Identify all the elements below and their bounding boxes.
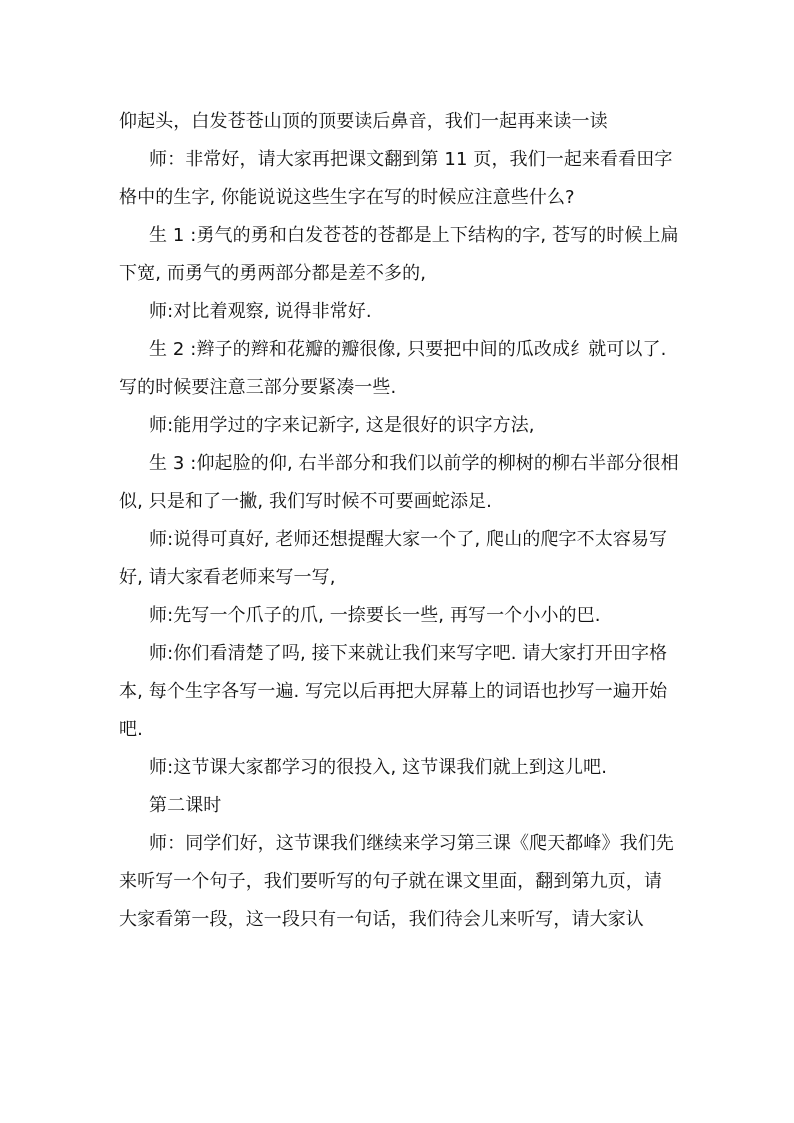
paragraph: 生 1 :勇气的勇和白发苍苍的苍都是上下结构的字, 苍写的时候上扁下宽, 而勇气的勇两部分都是差不多的, [119, 225, 679, 284]
paragraph: 生 3 :仰起脸的仰, 右半部分和我们以前学的柳树的柳右半部分很相似, 只是和了一撇, 我们写时候不可要画蛇添足. [119, 453, 679, 512]
paragraph: 师：非常好，请大家再把课文翻到第 11 页，我们一起来看看田字格中的生字, 你能说说这些生字在写的时候应注意些什么? [119, 149, 673, 208]
paragraph: 师：同学们好，这节课我们继续来学习第三课《爬天都峰》我们先来听写一个句子，我们要听写的句子就在课文里面，翻到第九页，请大家看第一段，这一段只有一句话，我们待会儿来听写，请大家认 [119, 833, 674, 930]
paragraph: 生 2 :辫子的辫和花瓣的瓣很像, 只要把中间的瓜改成纟就可以了. 写的时候要注意三部分要紧凑一些. [119, 339, 667, 398]
paragraph: 师:这节课大家都学习的很投入, 这节课我们就上到这儿吧. [149, 757, 608, 778]
paragraph: 师:能用学过的字来记新字, 这是很好的识字方法, [149, 415, 535, 436]
paragraph: 仰起头，白发苍苍山顶的顶要读后鼻音，我们一起再来读一读 [119, 111, 608, 132]
document-body [119, 103, 679, 939]
paragraph: 师:你们看清楚了吗, 接下来就让我们来写字吧. 请大家打开田字格本, 每个生字各写一遍. 写完以后再把大屏幕上的词语也抄写一遍开始吧. [119, 643, 668, 740]
paragraph: 师:说得可真好, 老师还想提醒大家一个了, 爬山的爬字不太容易写好, 请大家看老师来写一写, [119, 529, 668, 588]
section-heading: 第二课时 [149, 795, 222, 816]
paragraph: 师:先写一个爪子的爪, 一捺要长一些, 再写一个小小的巴. [149, 605, 601, 626]
paragraph: 师:对比着观察, 说得非常好. [149, 301, 372, 322]
